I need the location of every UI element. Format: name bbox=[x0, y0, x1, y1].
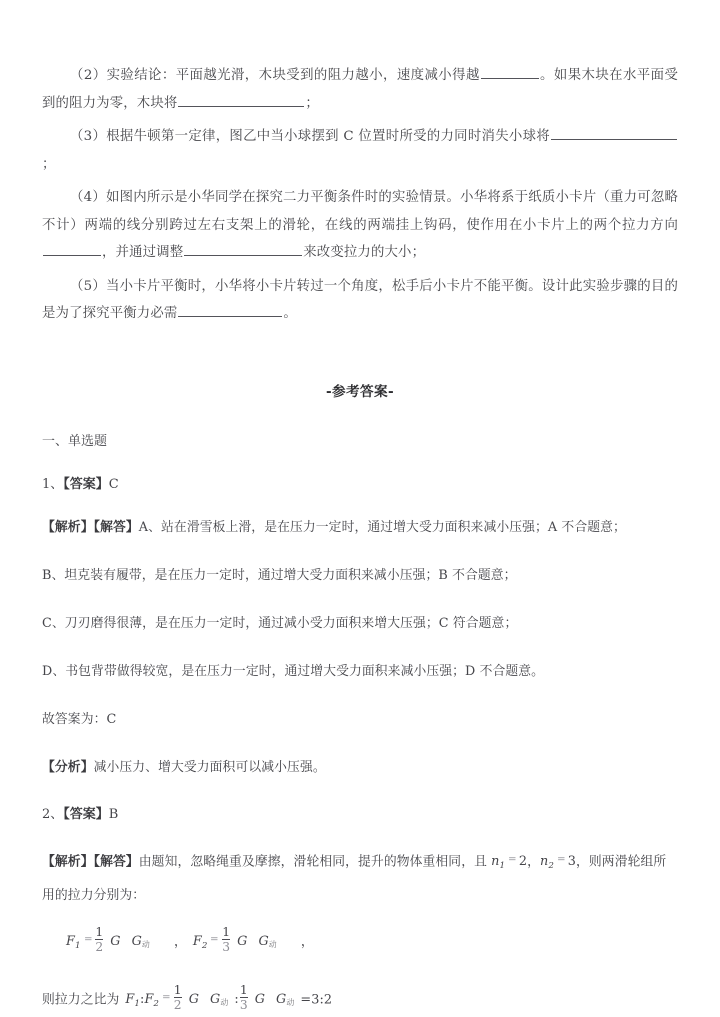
answer-1-conclusion bbox=[42, 707, 678, 733]
analysis-text: D、书包背带做得较宽，是在压力一定时，通过增大受力面积来减小压强；D 不合题意。 bbox=[42, 663, 545, 679]
fraction-numerator: 1 bbox=[239, 983, 248, 998]
answer-1-number: 1、 bbox=[42, 476, 64, 492]
fraction-numerator: 1 bbox=[95, 925, 104, 940]
conclusion-text: 故答案为：C bbox=[42, 711, 117, 727]
math-equals-glyph: = bbox=[508, 853, 516, 865]
math-f2-formula bbox=[192, 925, 277, 954]
math-f2-var: F bbox=[192, 933, 202, 949]
analysis-text: 由题知，忽略绳重及摩擦，滑轮相同，提升的物体重相同，且 bbox=[138, 853, 492, 869]
math-fraction-half bbox=[95, 926, 103, 953]
math-g-var: G bbox=[188, 991, 200, 1007]
question-2-text-after: ； bbox=[305, 95, 319, 111]
math-n2-expression bbox=[540, 854, 576, 869]
math-n2-value: 3 bbox=[567, 853, 577, 869]
math-f2-var: F bbox=[144, 991, 154, 1007]
ratio-lead-text: 则拉力之比为 bbox=[42, 991, 120, 1007]
answer-1-line-2 bbox=[42, 563, 678, 589]
answer-1-value: C bbox=[108, 476, 119, 492]
answer-2-ratio-line bbox=[42, 983, 678, 1017]
question-5-text-after: 。 bbox=[283, 306, 297, 321]
fraction-denominator: 2 bbox=[95, 939, 104, 954]
question-item-5 bbox=[42, 273, 678, 328]
math-gdong-sub: 动 bbox=[286, 998, 295, 1008]
answer-2-head bbox=[42, 803, 678, 822]
math-comma: ， bbox=[173, 933, 187, 949]
math-n1-value: 2 bbox=[518, 853, 528, 869]
math-fraction-third bbox=[222, 926, 230, 953]
question-2-text-before: （2）实验结论：平面越光滑，木块受到的阻力越小，速度减小得越 bbox=[70, 68, 480, 83]
math-ratio-expression bbox=[125, 983, 295, 1012]
math-f1-var: F bbox=[125, 991, 135, 1007]
math-gdong-sub: 动 bbox=[268, 940, 277, 950]
math-g-var: G bbox=[254, 991, 266, 1007]
math-equals-glyph: = bbox=[162, 991, 170, 1003]
fraction-numerator: 1 bbox=[222, 925, 231, 940]
fraction-denominator: 3 bbox=[222, 939, 231, 954]
answer-1-line-6 bbox=[42, 755, 678, 781]
analysis-text: 减小压力、增大受力面积可以减小压强。 bbox=[93, 759, 326, 775]
math-n2-var: n bbox=[540, 853, 549, 869]
answer-blank[interactable] bbox=[184, 243, 302, 256]
answer-blank[interactable] bbox=[178, 304, 282, 317]
answer-2-analysis-line-1 bbox=[42, 845, 678, 911]
analysis-text: B、坦克装有履带，是在压力一定时，通过增大受力面积来减小压强；B 不合题意； bbox=[42, 567, 517, 583]
math-equals-glyph: = bbox=[210, 933, 219, 945]
answer-blank[interactable] bbox=[551, 127, 677, 140]
math-comma: ， bbox=[527, 853, 541, 869]
page-content bbox=[42, 62, 678, 1017]
question-4-text-after: 来改变拉力的大小； bbox=[303, 245, 426, 260]
math-equals-glyph: = bbox=[557, 853, 565, 865]
math-g-var: G bbox=[237, 933, 248, 949]
analysis-tag: 【解析】【解答】 bbox=[42, 519, 139, 535]
answer-1-head bbox=[42, 473, 678, 492]
math-equals-glyph: = bbox=[83, 933, 92, 945]
answers-title: -参考答案- bbox=[325, 383, 395, 400]
question-2-text-mid: 。如果木块在水平面受到的阻力为零，木块将 bbox=[42, 68, 678, 111]
analysis-text: A、站在滑雪板上滑，是在压力一定时，通过增大受力面积来减小压强；A 不合题意； bbox=[138, 519, 626, 535]
question-3-text-after: ； bbox=[42, 156, 56, 172]
math-f2-sub: 2 bbox=[153, 998, 160, 1009]
math-comma: ， bbox=[300, 933, 314, 949]
question-4-text-before: （4）如图内所示是小华同学在探究二力平衡条件时的实验情景。小华将系于纸质小卡片（重力可忽略不计）两端的线分别跨过左右支架上的滑轮，在线的两端挂上钩码，使作用在小卡片上的两个拉力方向 bbox=[42, 190, 678, 233]
math-fraction-third bbox=[240, 984, 248, 1011]
math-gdong-sub: 动 bbox=[141, 940, 150, 950]
answer-blank[interactable] bbox=[43, 243, 101, 256]
question-item-2 bbox=[42, 62, 678, 117]
answer-1-line-4 bbox=[42, 659, 678, 685]
question-item-4 bbox=[42, 184, 678, 267]
math-n2-sub: 2 bbox=[548, 860, 555, 871]
math-n1-sub: 1 bbox=[499, 860, 506, 871]
fraction-numerator: 1 bbox=[173, 983, 182, 998]
analysis-text: C、刀刃磨得很薄，是在压力一定时，通过减小受力面积来增大压强；C 符合题意； bbox=[42, 615, 518, 631]
math-gdong-sub: 动 bbox=[220, 998, 229, 1008]
analysis-text-2: ，则两滑轮组所用的拉力分别为： bbox=[42, 853, 667, 903]
math-gdong-var: G bbox=[210, 991, 221, 1007]
question-4-text-mid: ，并通过调整 bbox=[102, 245, 184, 260]
answer-2-tag: 【答案】 bbox=[63, 806, 109, 822]
ratio-colon: : bbox=[140, 991, 145, 1007]
math-f1-sub: 1 bbox=[74, 940, 81, 951]
math-gdong-var: G bbox=[276, 991, 287, 1007]
math-f1-sub: 1 bbox=[134, 998, 141, 1009]
analysis-tag: 【分析】 bbox=[42, 759, 94, 775]
math-gdong-var: G bbox=[131, 933, 142, 949]
math-g-var: G bbox=[110, 933, 121, 949]
math-f1-formula bbox=[66, 925, 150, 954]
answers-section-label: 一、单选题 bbox=[42, 433, 108, 449]
answer-2-formula-line bbox=[42, 925, 678, 961]
answer-2-value: B bbox=[108, 806, 119, 822]
math-n1-var: n bbox=[491, 853, 500, 869]
answer-1-line-3 bbox=[42, 611, 678, 637]
fraction-denominator: 2 bbox=[173, 997, 182, 1012]
answer-2-number: 2、 bbox=[42, 806, 64, 822]
ratio-colon: : bbox=[234, 991, 239, 1007]
math-n1-expression bbox=[491, 854, 527, 869]
answer-blank[interactable] bbox=[178, 93, 304, 106]
answer-blank[interactable] bbox=[481, 66, 539, 79]
section-spacer bbox=[42, 334, 678, 380]
analysis-tag: 【解析】【解答】 bbox=[42, 853, 139, 869]
math-f2-sub: 2 bbox=[201, 940, 208, 951]
fraction-denominator: 3 bbox=[239, 997, 248, 1012]
question-3-text-before: （3）根据牛顿第一定律，图乙中当小球摆到 C 位置时所受的力同时消失小球将 bbox=[70, 129, 550, 144]
answer-1-tag: 【答案】 bbox=[63, 476, 109, 492]
answer-1-line-1 bbox=[42, 515, 678, 541]
question-5-text-before: （5）当小卡片平衡时，小华将小卡片转过一个角度，松手后小卡片不能平衡。设计此实验步骤的目的是为了探究平衡力必需 bbox=[42, 278, 678, 321]
ratio-result: =3:2 bbox=[300, 991, 333, 1007]
math-gdong-var: G bbox=[258, 933, 269, 949]
math-f1-var: F bbox=[66, 933, 75, 949]
question-item-3 bbox=[42, 123, 678, 178]
math-fraction-half bbox=[174, 984, 182, 1011]
